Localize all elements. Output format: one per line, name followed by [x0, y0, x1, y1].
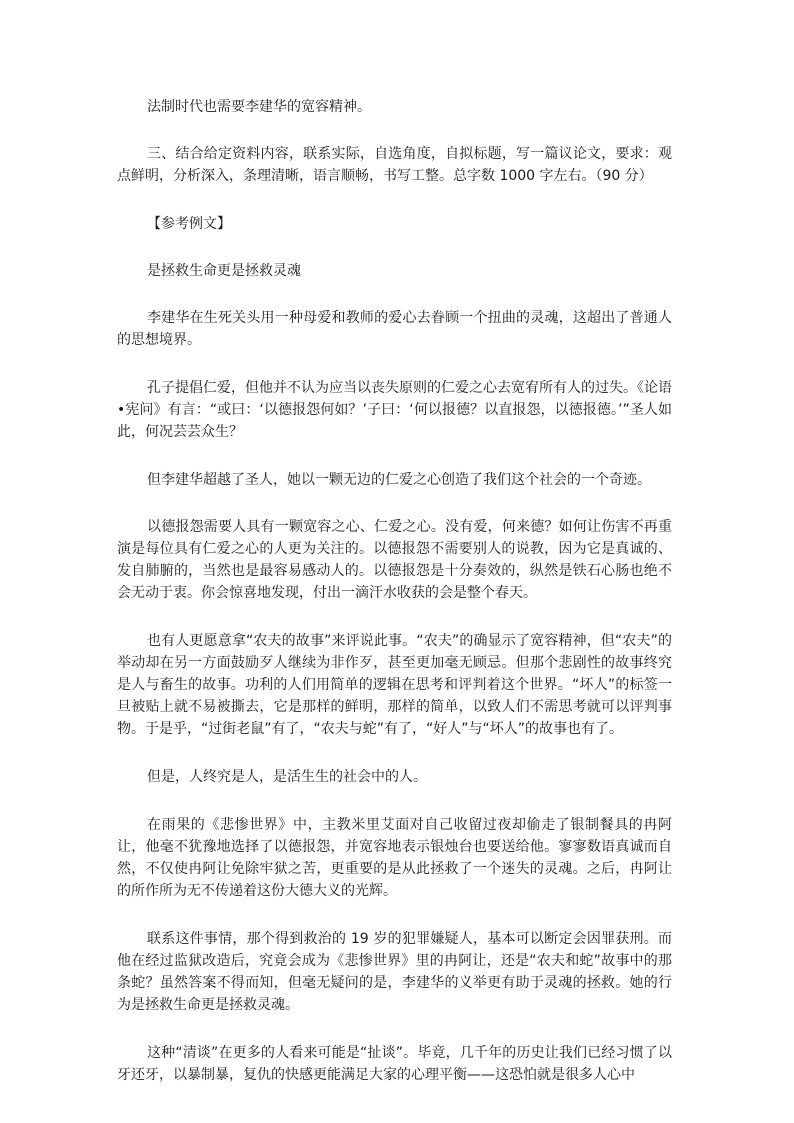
essay-title: 是拯救生命更是拯救灵魂	[147, 263, 301, 279]
paragraph-intro: 法制时代也需要李建华的宽容精神。	[147, 99, 371, 115]
paragraph-suspect: 联系这件事情，那个得到救治的 19 岁的犯罪嫌疑人，基本可以断定会因罪获刑。而他在经过监狱改造后，究竟会成为《悲惨世界》里的冉阿让，还是“农夫和蛇”故事中的那条蛇？虽然答案不得而知，但毫无疑问的是，李建华的义举更有助于灵魂的拯救。她的行为是拯救生命更是拯救灵魂。	[117, 931, 672, 1013]
reference-essay-heading: 【参考例文】	[147, 216, 231, 232]
paragraph-human-nature: 但是，人终究是人，是活生生的社会中的人。	[147, 769, 427, 785]
paragraph-repay-kindness: 以德报怨需要人具有一颗宽容之心、仁爱之心。没有爱，何来德？如何让伤害不再重演是每位具有仁爱之心的人更为关注的。以德报怨不需要别人的说教，因为它是真诚的、发自肺腑的，当然也是最容易感动人的。以德报怨是十分奏效的，纵然是铁石心肠也绝不会无动于衷。你会惊喜地发现，付出一滴汗水收获的会是整个春天。	[117, 519, 672, 601]
paragraph-farmer-story: 也有人更愿意拿“农夫的故事”来评说此事。“农夫”的确显示了宽容精神，但“农夫”的举动却在另一方面鼓励歹人继续为非作歹，甚至更加毫无顾忌。但那个悲剧性的故事终究是人与畜生的故事。功利的人们用简单的逻辑在思考和评判着这个世界。“坏人”的标签一旦被贴上就不易被撕去，它是那样的鲜明，那样的简单，以致人们不需思考就可以评判事物。于是乎，“过街老鼠”有了，“农夫与蛇”有了，“好人”与“坏人”的故事也有了。	[117, 633, 672, 737]
paragraph-surpass-sage: 但李建华超越了圣人，她以一颗无边的仁爱之心创造了我们这个社会的一个奇迹。	[147, 472, 651, 488]
paragraph-question-three: 三、结合给定资料内容，联系实际，自选角度，自拟标题，写一篇议论文，要求：观点鲜明，分析深入，条理清晰，语言顺畅，书写工整。总字数 1000 字左右。（90 分）	[117, 146, 672, 184]
paragraph-confucius: 孔子提倡仁爱，但他并不认为应当以丧失原则的仁爱之心去宽宥所有人的过失。《论语•宪问》有言：“或曰：‘以德报怨何如？’子曰：‘何以报德？以直报怨，以德报德。’”圣人如此，何况芸芸众生？	[117, 380, 672, 440]
paragraph-les-miserables: 在雨果的《悲惨世界》中，主教米里艾面对自己收留过夜却偷走了银制餐具的冉阿让，他毫不犹豫地选择了以德报怨，并宽容地表示银烛台也要送给他。寥寥数语真诚而自然，不仅使冉阿让免除牢狱之苦，更重要的是从此拯救了一个迷失的灵魂。之后，冉阿让的所作所为无不传递着这份大德大义的光辉。	[117, 817, 672, 899]
paragraph-idle-talk: 这种“清谈”在更多的人看来可能是“扯谈”。毕竟，几千年的历史让我们已经习惯了以牙还牙，以暴制暴，复仇的快感更能满足大家的心理平衡——这恐怕就是很多人心中	[117, 1045, 672, 1083]
paragraph-li-jianhua: 李建华在生死关头用一种母爱和教师的爱心去眷顾一个扭曲的灵魂，这超出了普通人的思想境界。	[117, 310, 672, 348]
document-page	[117, 96, 672, 1086]
